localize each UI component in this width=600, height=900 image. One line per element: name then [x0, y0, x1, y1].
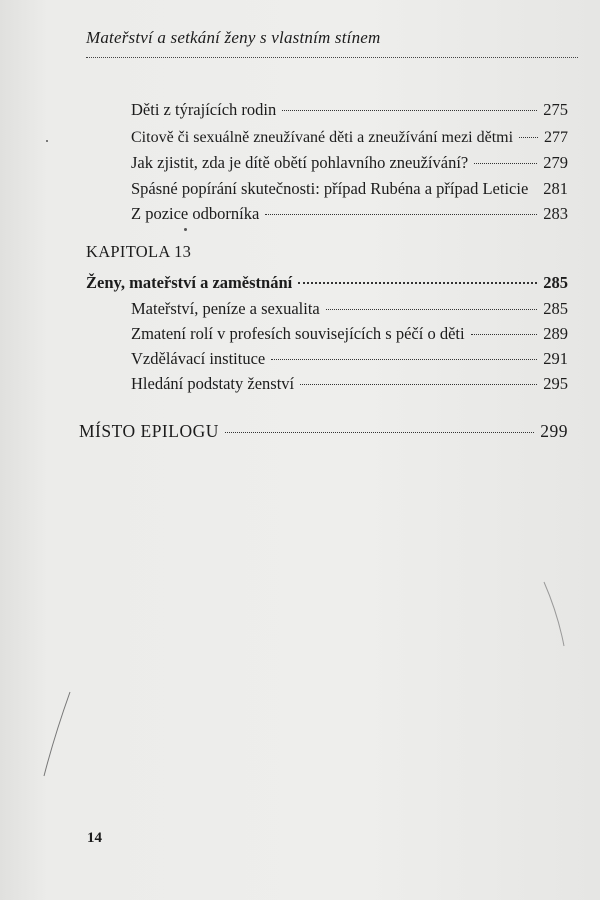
toc-entry-title: Citově či sexuálně zneužívané děti a zneužívání mezi dětmi: [131, 129, 514, 146]
paper-scratch: [540, 580, 570, 650]
leader-dots: [265, 214, 537, 215]
toc-entry-title: Jak zjistit, zda je dítě obětí pohlavního zneužívání?: [131, 153, 469, 172]
toc-entry-page: 285: [543, 299, 568, 318]
toc-entry-title: Děti z týrajících rodin: [131, 100, 277, 119]
toc-entry-page: 281: [543, 179, 568, 198]
epilog-entry: [79, 421, 568, 442]
toc-entry: [131, 204, 568, 224]
leader-dots: [532, 189, 539, 190]
leader-dots: [271, 359, 537, 360]
paper-speck: [46, 140, 48, 142]
paper-scratch: [40, 690, 80, 780]
leader-dots: [519, 137, 538, 138]
toc-entry-page: 275: [543, 100, 568, 119]
paper-speck: [184, 228, 187, 231]
toc-entry-title: Vzdělávací instituce: [131, 349, 266, 368]
toc-entry-title: Spásné popírání skutečnosti: případ Rubéna a případ Leticie: [131, 179, 529, 198]
toc-entry-title: Mateřství, peníze a sexualita: [131, 299, 320, 318]
epilog-page: 299: [540, 421, 568, 441]
leader-dots: [282, 110, 537, 111]
toc-entry: [131, 324, 568, 344]
epilog-title: MÍSTO EPILOGU: [79, 421, 219, 441]
leader-dots: [225, 432, 534, 433]
toc-entry: [131, 179, 568, 199]
leader-dots: [326, 309, 537, 310]
toc-entry-page: 291: [543, 349, 568, 368]
leader-dots: [471, 334, 538, 335]
chapter-title-entry: [86, 273, 568, 293]
toc-entry: [131, 129, 568, 147]
toc-entry: [131, 349, 568, 369]
toc-entry: [131, 100, 568, 120]
toc-entry-title: Zmatení rolí v profesích souvisejících s péčí o děti: [131, 324, 465, 343]
toc-entry: [131, 153, 568, 173]
toc-entry-page: 283: [543, 204, 568, 223]
leader-dots: [298, 282, 537, 284]
toc-entry-page: 277: [544, 129, 568, 146]
toc-entry: [131, 374, 568, 394]
toc-entry-page: 289: [543, 324, 568, 343]
page-number: 14: [87, 830, 102, 846]
toc-entry-title: Hledání podstaty ženství: [131, 374, 295, 393]
chapter-page: 285: [543, 273, 568, 292]
toc-entry-page: 295: [543, 374, 568, 393]
toc-entry: [131, 299, 568, 319]
running-head: Mateřství a setkání ženy s vlastním stínem: [86, 28, 381, 47]
leader-dots: [300, 384, 537, 385]
leader-dots: [474, 163, 537, 164]
toc-entry-title: Z pozice odborníka: [131, 204, 260, 223]
chapter-title: Ženy, mateřství a zaměstnání: [86, 273, 293, 292]
toc-entry-page: 279: [543, 153, 568, 172]
chapter-label: KAPITOLA 13: [86, 242, 192, 261]
